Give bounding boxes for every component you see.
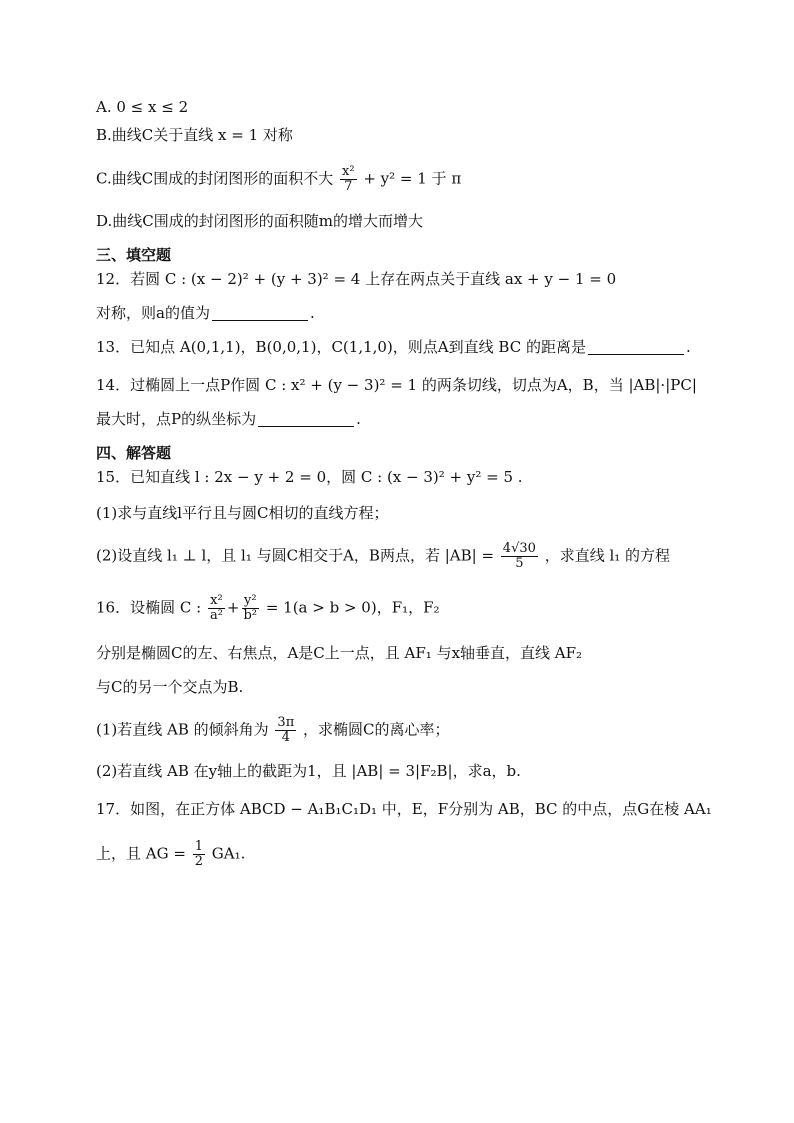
question-16-part1 (96, 716, 734, 745)
question-15-part1: (1)求与直线l平行且与圆C相切的直线方程； (96, 504, 389, 522)
question-16-fraction-y (241, 594, 259, 623)
question-16-fraction-x (208, 594, 225, 623)
option-c-tail: + y² = 1 于 π (363, 169, 462, 188)
question-14-line2 (96, 408, 734, 430)
question-16-angle-fraction (275, 716, 296, 745)
question-14-line1: 14．过椭圆上一点P作圆 C : x² + (y − 3)² = 1 的两条切线，切点为A，B，当 |AB|·|PC| (96, 376, 697, 394)
question-12-text: 对称，则a的值为 (96, 304, 210, 322)
option-c-text: C.曲线C围成的封闭图形的面积不大 (96, 169, 334, 188)
question-15-fraction (501, 542, 538, 571)
option-c-frac-num: x² (341, 164, 355, 179)
section-fill-heading: 三、填空题 (96, 246, 172, 264)
answer-blank (258, 411, 354, 427)
question-17-line2 (96, 840, 734, 869)
question-15-part2-text: (2)设直线 l₁ ⊥ l，且 l₁ 与圆C相交于A，B两点，若 |AB| = (96, 546, 495, 565)
question-15-part2 (96, 542, 734, 571)
question-16-text: 16．设椭圆 C : (96, 598, 202, 617)
option-b: B.曲线C关于直线 x = 1 对称 (96, 126, 293, 144)
question-16-part2: (2)若直线 AB 在y轴上的截距为1，且 |AB| = 3|F₂B|，求a，b. (96, 762, 521, 780)
question-16-angle-num: 3π (277, 715, 295, 730)
answer-blank (212, 305, 308, 321)
question-16-tail: = 1(a > b > 0)，F₁，F₂ (265, 598, 440, 617)
question-16-f1-num: x² (210, 593, 223, 608)
option-c-frac-den: 7 (344, 179, 353, 194)
option-c-fraction (340, 165, 357, 194)
question-13-text: 13．已知点 A(0,1,1)，B(0,0,1)，C(1,1,0)，则点A到直线 BC 的距离是 (96, 338, 586, 356)
question-17-line1: 17．如图，在正方体 ABCD − A₁B₁C₁D₁ 中，E，F分别为 AB，BC 的中点，点G在棱 AA₁ (96, 800, 712, 818)
question-16-f2-den: b² (243, 608, 258, 623)
question-12-line1: 12．若圆 C : (x − 2)² + (y + 3)² = 4 上存在两点关于直线 ax + y − 1 = 0 (96, 270, 617, 288)
option-a: A. 0 ≤ x ≤ 2 (96, 98, 189, 116)
question-12-line2 (96, 302, 734, 324)
question-16-line1 (96, 594, 734, 623)
option-c (96, 165, 734, 194)
question-16-plus: + (226, 598, 240, 617)
question-14-end: . (356, 410, 361, 428)
question-16-line3: 与C的另一个交点为B. (96, 678, 244, 696)
question-13-end: . (685, 338, 691, 356)
section-solve-heading: 四、解答题 (96, 444, 172, 462)
question-16-angle-den: 4 (281, 730, 290, 745)
question-17-tail: GA₁. (211, 844, 246, 863)
question-16-part1-tail: ，求椭圆C的离心率； (303, 720, 450, 739)
question-17-text: 上，且 AG = (96, 844, 186, 863)
question-15-frac-den: 5 (515, 556, 524, 571)
question-13 (96, 336, 734, 358)
question-15-line1: 15．已知直线 l : 2x − y + 2 = 0，圆 C : (x − 3)² + y² = 5 . (96, 468, 523, 486)
question-16-f2-num: y² (243, 593, 257, 608)
question-15-part2-tail: ，求直线 l₁ 的方程 (544, 546, 671, 565)
question-14-text: 最大时，点P的纵坐标为 (96, 410, 257, 428)
question-16-f1-den: a² (209, 608, 223, 623)
question-17-frac-den: 2 (194, 854, 203, 869)
option-d: D.曲线C围成的封闭图形的面积随m的增大而增大 (96, 212, 423, 230)
question-17-fraction (193, 840, 205, 869)
question-16-line2: 分别是椭圆C的左、右焦点，A是C上一点，且 AF₁ 与x轴垂直，直线 AF₂ (96, 644, 583, 662)
question-17-frac-num: 1 (194, 839, 203, 854)
answer-blank (588, 339, 684, 355)
question-12-end: . (309, 304, 315, 322)
question-16-part1-text: (1)若直线 AB 的倾斜角为 (96, 720, 269, 739)
question-15-frac-num: 4√30 (502, 541, 536, 556)
